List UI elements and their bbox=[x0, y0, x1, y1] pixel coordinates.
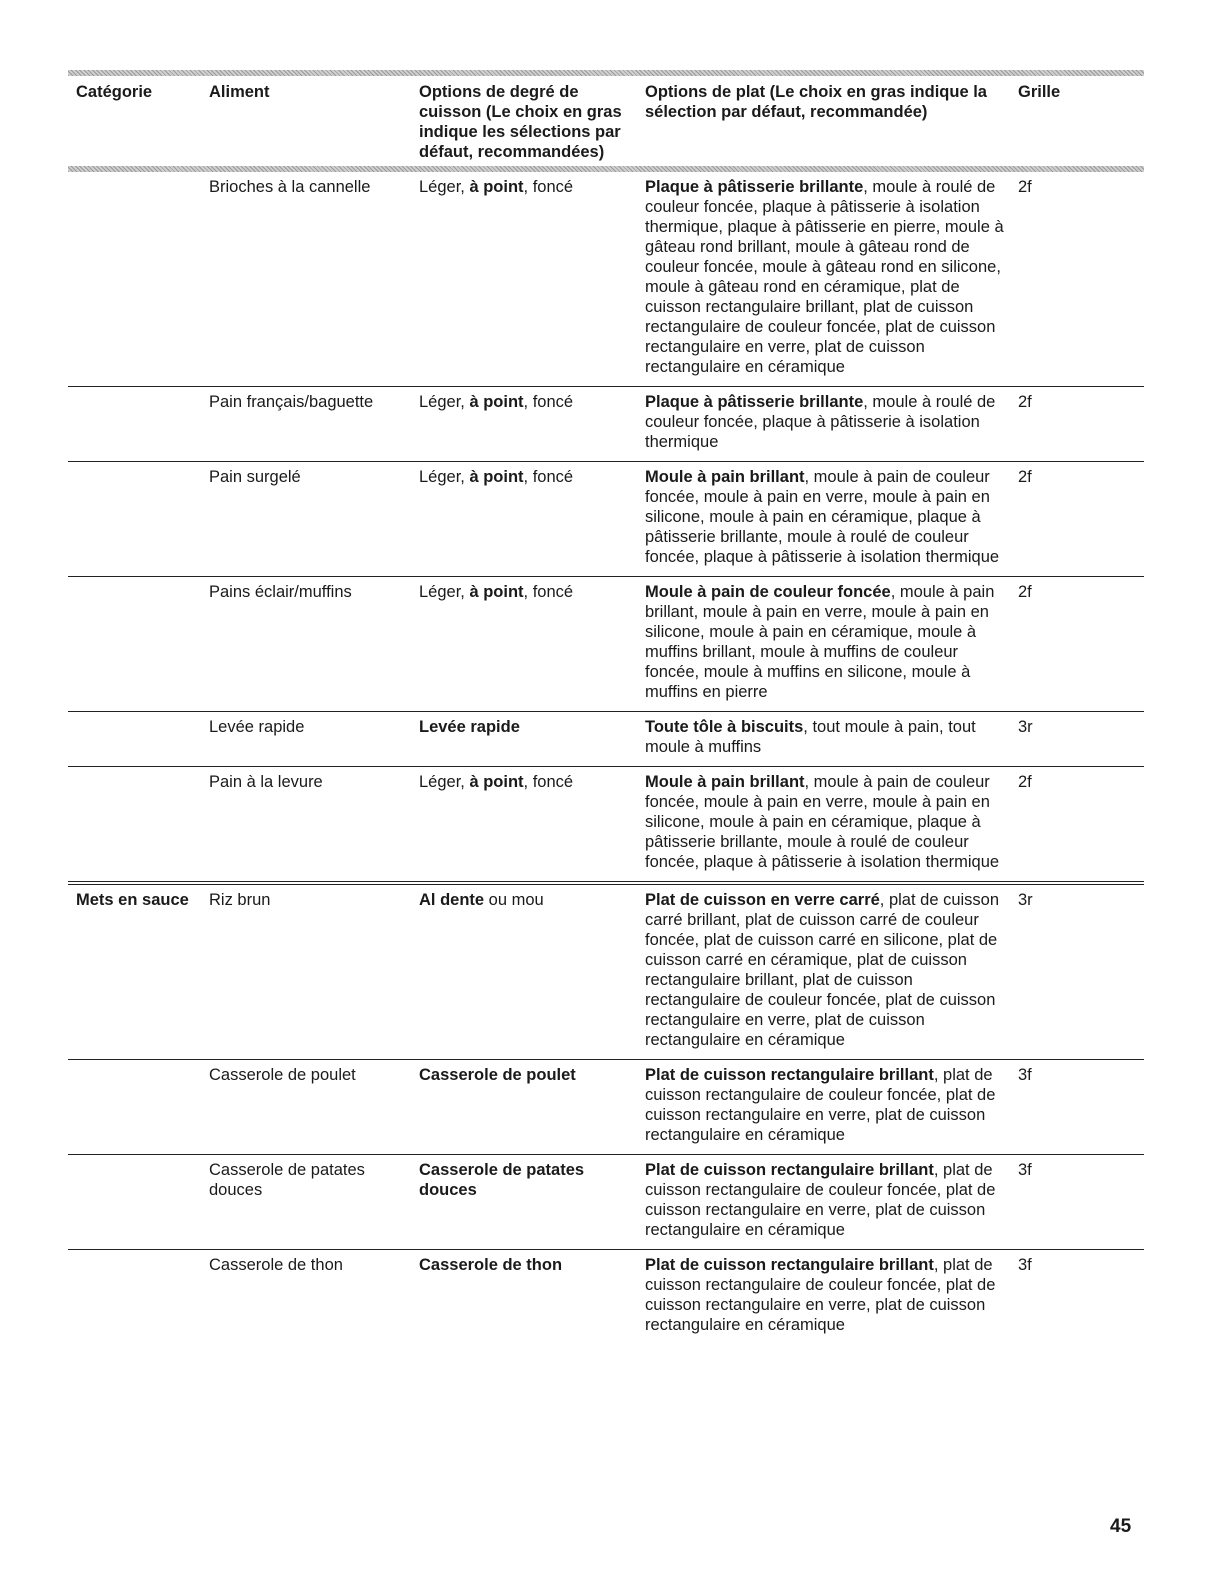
cell-categorie bbox=[68, 174, 209, 177]
degre-default: Casserole de poulet bbox=[419, 1066, 576, 1084]
cell-aliment: Casserole de poulet bbox=[209, 1066, 356, 1084]
cell-plat bbox=[645, 464, 1018, 567]
plat-default: Plat de cuisson en verre carré bbox=[645, 891, 880, 909]
cell-plat bbox=[645, 769, 1018, 872]
cell-grille: 3r bbox=[1018, 718, 1033, 736]
cell-grille: 3f bbox=[1018, 1161, 1032, 1179]
cell-categorie bbox=[68, 389, 209, 392]
cell-grille: 2f bbox=[1018, 468, 1032, 486]
table-row bbox=[68, 172, 1144, 387]
table-row bbox=[68, 387, 1144, 462]
table-row bbox=[68, 1060, 1144, 1155]
table-row bbox=[68, 462, 1144, 577]
cell-plat bbox=[645, 714, 1018, 757]
header-categorie: Catégorie bbox=[76, 83, 153, 101]
cell-grille: 3f bbox=[1018, 1256, 1032, 1274]
cell-degre bbox=[419, 1062, 645, 1085]
degre-default: à point bbox=[469, 468, 524, 486]
cell-categorie bbox=[68, 769, 209, 772]
degre-post: , foncé bbox=[523, 178, 574, 196]
cell-categorie bbox=[68, 714, 209, 717]
page-number: 45 bbox=[1110, 1516, 1132, 1537]
degre-post: ou mou bbox=[484, 891, 544, 909]
cell-aliment: Pains éclair/muffins bbox=[209, 583, 352, 601]
plat-rest: , moule à pain brillant, moule à pain en verre, moule à pain en silicone, moule à pain en céramique, moule à muffins brillant, moule à muffins de couleur foncée, moule à muffins en silicone, moule à muffins en pierre bbox=[645, 583, 995, 701]
cell-grille: 2f bbox=[1018, 178, 1032, 196]
cell-aliment: Pain surgelé bbox=[209, 468, 301, 486]
degre-pre: Léger, bbox=[419, 178, 470, 196]
cell-degre bbox=[419, 174, 645, 197]
header-grille: Grille bbox=[1018, 83, 1061, 101]
cell-aliment: Riz brun bbox=[209, 891, 271, 909]
plat-default: Moule à pain brillant bbox=[645, 468, 805, 486]
header-degre: Options de degré de cuisson (Le choix en gras indique les sélections par défaut, recommandées) bbox=[419, 83, 622, 161]
degre-pre: Léger, bbox=[419, 773, 470, 791]
cell-categorie bbox=[68, 1252, 209, 1255]
cell-grille: 2f bbox=[1018, 393, 1032, 411]
cell-plat bbox=[645, 1252, 1018, 1335]
header-aliment: Aliment bbox=[209, 83, 270, 101]
cell-degre bbox=[419, 1252, 645, 1275]
table-row bbox=[68, 1155, 1144, 1250]
degre-post: , foncé bbox=[523, 773, 574, 791]
cooking-options-table bbox=[68, 70, 1144, 1344]
degre-default: Levée rapide bbox=[419, 718, 520, 736]
plat-rest: , plat de cuisson carré brillant, plat de cuisson carré de couleur foncée, plat de cuisson carré en silicone, plat de cuisson carré en céramique, plat de cuisson rectangulaire brillant, plat de cuisson rectangulaire de couleur foncée, plat de cuisson rectangulaire en verre, plat de cuisson rectangulaire en céramique bbox=[645, 891, 1000, 1049]
cell-plat bbox=[645, 389, 1018, 452]
table-row bbox=[68, 767, 1144, 885]
cell-degre bbox=[419, 769, 645, 792]
cell-grille: 2f bbox=[1018, 773, 1032, 791]
degre-default: Al dente bbox=[419, 891, 485, 909]
cell-grille: 3f bbox=[1018, 1066, 1032, 1084]
degre-post: , foncé bbox=[523, 468, 574, 486]
degre-default: à point bbox=[469, 583, 524, 601]
plat-default: Moule à pain brillant bbox=[645, 773, 805, 791]
degre-default: à point bbox=[469, 773, 524, 791]
plat-default: Moule à pain de couleur foncée bbox=[645, 583, 891, 601]
cell-aliment: Casserole de patates douces bbox=[209, 1161, 365, 1199]
cell-grille: 2f bbox=[1018, 583, 1032, 601]
table-header bbox=[68, 76, 1144, 166]
cell-degre bbox=[419, 714, 645, 737]
degre-default: Casserole de patates douces bbox=[419, 1161, 585, 1199]
cell-aliment: Pain à la levure bbox=[209, 773, 323, 791]
plat-rest: , moule à pain de couleur foncée, moule à pain en verre, moule à pain en silicone, moule à pain en céramique, plaque à pâtisserie brillante, moule à roulé de couleur foncée, plaque à pâtisserie à isolation thermique bbox=[645, 468, 1000, 566]
table-row bbox=[68, 1250, 1144, 1344]
degre-pre: Léger, bbox=[419, 393, 470, 411]
cell-degre bbox=[419, 389, 645, 412]
cell-aliment: Pain français/baguette bbox=[209, 393, 374, 411]
degre-pre: Léger, bbox=[419, 583, 470, 601]
table-row bbox=[68, 712, 1144, 767]
table-body bbox=[68, 172, 1144, 1344]
plat-rest: , plat de cuisson rectangulaire de couleur foncée, plat de cuisson rectangulaire en verre, plat de cuisson rectangulaire en céramique bbox=[645, 1066, 996, 1144]
plat-rest: , moule à roulé de couleur foncée, plaque à pâtisserie à isolation thermique bbox=[645, 393, 996, 451]
cell-aliment: Brioches à la cannelle bbox=[209, 178, 371, 196]
cell-degre bbox=[419, 887, 645, 910]
degre-default: Casserole de thon bbox=[419, 1256, 563, 1274]
plat-rest: , plat de cuisson rectangulaire de couleur foncée, plat de cuisson rectangulaire en verre, plat de cuisson rectangulaire en céramique bbox=[645, 1256, 996, 1334]
cell-degre bbox=[419, 464, 645, 487]
cell-plat bbox=[645, 1062, 1018, 1145]
degre-post: , foncé bbox=[523, 393, 574, 411]
degre-default: à point bbox=[469, 393, 524, 411]
cell-degre bbox=[419, 579, 645, 602]
cell-categorie bbox=[68, 1062, 209, 1065]
cell-plat bbox=[645, 887, 1018, 1050]
cell-categorie bbox=[68, 579, 209, 582]
plat-default: Plat de cuisson rectangulaire brillant bbox=[645, 1256, 934, 1274]
cell-plat bbox=[645, 174, 1018, 377]
cell-categorie: Mets en sauce bbox=[76, 891, 189, 909]
plat-rest: , moule à pain de couleur foncée, moule à pain en verre, moule à pain en silicone, moule à pain en céramique, plaque à pâtisserie brillante, moule à roulé de couleur foncée, plaque à pâtisserie à isolation thermique bbox=[645, 773, 1000, 871]
table-row bbox=[68, 577, 1144, 712]
plat-rest: , moule à roulé de couleur foncée, plaque à pâtisserie à isolation thermique, plaque à pâtisserie en pierre, moule à gâteau rond brillant, moule à gâteau rond de couleur foncée, moule à gâteau rond en silicone, moule à gâteau rond en céramique, plat de cuisson rectangulaire brillant, plat de cuisson rectangulaire de couleur foncée, plat de cuisson rectangulaire en verre, plat de cuisson rectangulaire en céramique bbox=[645, 178, 1004, 376]
plat-default: Plat de cuisson rectangulaire brillant bbox=[645, 1161, 934, 1179]
plat-default: Toute tôle à biscuits bbox=[645, 718, 804, 736]
plat-default: Plaque à pâtisserie brillante bbox=[645, 178, 864, 196]
header-plat: Options de plat (Le choix en gras indique la sélection par défaut, recommandée) bbox=[645, 83, 987, 121]
cell-plat bbox=[645, 579, 1018, 702]
plat-default: Plat de cuisson rectangulaire brillant bbox=[645, 1066, 934, 1084]
plat-default: Plaque à pâtisserie brillante bbox=[645, 393, 864, 411]
cell-degre bbox=[419, 1157, 645, 1200]
plat-rest: , tout moule à pain, tout moule à muffins bbox=[645, 718, 976, 756]
degre-post: , foncé bbox=[523, 583, 574, 601]
cell-grille: 3r bbox=[1018, 891, 1033, 909]
cell-categorie bbox=[68, 1157, 209, 1160]
cell-aliment: Casserole de thon bbox=[209, 1256, 343, 1274]
degre-default: à point bbox=[469, 178, 524, 196]
cell-plat bbox=[645, 1157, 1018, 1240]
table-row bbox=[68, 885, 1144, 1060]
plat-rest: , plat de cuisson rectangulaire de couleur foncée, plat de cuisson rectangulaire en verre, plat de cuisson rectangulaire en céramique bbox=[645, 1161, 996, 1239]
degre-pre: Léger, bbox=[419, 468, 470, 486]
cell-categorie bbox=[68, 464, 209, 467]
cell-aliment: Levée rapide bbox=[209, 718, 305, 736]
